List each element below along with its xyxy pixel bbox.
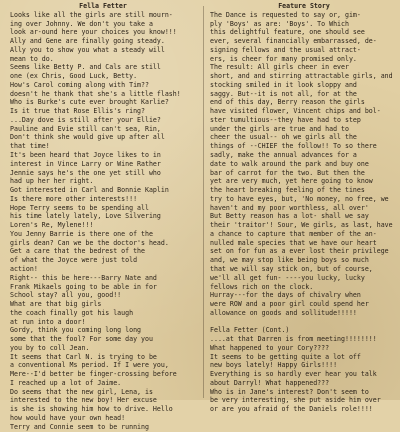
- column-divider: [203, 6, 204, 398]
- text-line: the coach finally got his laugh: [10, 308, 134, 317]
- text-line: Got interested in Carl and Bonnie Kaplin: [10, 186, 169, 195]
- text-line: signing fellows and the usual attract-: [210, 45, 361, 54]
- text-line: under the girls are true and had to: [210, 124, 349, 133]
- text-line: look ar-ound here your choices you know!!!: [10, 28, 177, 37]
- text-line: [210, 318, 398, 327]
- text-line: we'll all get fun- ----you lucky, lucky: [210, 273, 365, 282]
- text-line: fellows rich on the clock.: [210, 282, 314, 291]
- text-line: You Jenny Barrie is there one of the: [10, 229, 153, 238]
- text-line: you by to coll Jean.: [10, 343, 90, 352]
- text-line: at run into a door!: [10, 317, 86, 326]
- text-line: that time!: [10, 142, 50, 151]
- text-line: ply 'Boys' as are: 'Boys'. To Which: [210, 19, 349, 28]
- text-line: ever, several financially embarrassed, de-: [210, 37, 377, 46]
- column-heading: Feature Story: [278, 2, 330, 10]
- column-heading: Fella Fetter: [79, 2, 127, 10]
- text-line: set on for fun as a ever lost their privilege: [210, 247, 389, 256]
- text-line: It's been heard that Joyce likes to in: [10, 151, 161, 160]
- text-line: Loren's Re, Mylene!!!: [10, 221, 94, 230]
- text-line: Terry and Connie seem to be running: [10, 422, 149, 431]
- text-line: this delightful feature, one should see: [210, 28, 365, 37]
- text-line: Hurray---for the days of chivalry when: [210, 291, 361, 300]
- text-line: ster tumultious--they have had to step: [210, 115, 361, 124]
- text-line: ing over Johnny. We don't you take a: [10, 19, 153, 28]
- text-line: date to walk around the park and buy one: [210, 159, 369, 168]
- text-line: a chance to capture that member of the an-: [210, 229, 377, 238]
- text-line: Who is Burke's cute ever brought Karlie?: [10, 98, 169, 107]
- text-line: some that the fool? For some day you: [10, 335, 153, 344]
- text-line: interest in Vince Larry or Wine Rather: [10, 159, 161, 168]
- column-body: [210, 11, 398, 414]
- text-line: Everything is so hardly ever hear you talk: [210, 370, 377, 379]
- text-line: I reached up a lot of Jaime.: [10, 378, 122, 387]
- text-line: end of this day, Berry reason the girls: [210, 98, 365, 107]
- text-line: the heart breaking feeling of the tines: [210, 186, 365, 195]
- text-line: How's Carol coming along with Tim??: [10, 80, 149, 89]
- text-line: nulled male species that we have our heart: [210, 238, 377, 247]
- text-line: cheer the usual-- oh we girls all the: [210, 133, 357, 142]
- text-line: Seems like Betty P. and Cals are still: [10, 63, 161, 72]
- column-body: [10, 11, 196, 432]
- text-line: short, and and stirring attractable girls, and: [210, 72, 393, 81]
- text-line: Frank Mikaels going to be able in for: [10, 282, 157, 291]
- text-line: doesn't he thank that she's a little flash!: [10, 89, 181, 98]
- text-line: interested to the new boy! Her excuse: [10, 396, 157, 405]
- text-line: Gordy, think you coming long long: [10, 326, 142, 335]
- text-line: about Darryl! What happened???: [210, 378, 330, 387]
- text-line: of what the Joyce were just told: [10, 256, 138, 265]
- text-line: Jennie says he's the one yet still who: [10, 168, 161, 177]
- text-line: that we will say stick on, but of course,: [210, 264, 373, 273]
- text-line: new boys lately! Happy Girls!!!!: [210, 361, 338, 370]
- text-line: Is it true that Rose Ellis's ring?: [10, 107, 145, 116]
- text-line: Get a care that the bedrest of the: [10, 247, 145, 256]
- text-line: is she is showing him how to drive. Hello: [10, 405, 173, 414]
- text-line: his time lately lately, Love Silvering: [10, 212, 161, 221]
- text-line: What happened to your Cory????: [210, 343, 330, 352]
- text-line: ers, is cheer for many promised only.: [210, 54, 357, 63]
- text-line: haven't and my poor worthless, all over': [210, 203, 369, 212]
- text-line: Fella Fetter (Cont.): [210, 326, 290, 335]
- text-line: their 'traitor'! Sour, We girls, as last, have: [210, 221, 393, 230]
- text-line: Hope Terry seems to be spending all: [10, 203, 149, 212]
- text-line: yet are very much, yet here going to know: [210, 177, 373, 186]
- text-line: It seems to be getting quite a lot off: [210, 352, 361, 361]
- text-line: The Dance is requested to say or, gim-: [210, 10, 361, 19]
- text-line: Do seems that the new girl, Lena, is: [10, 387, 153, 396]
- text-line: action!: [10, 264, 38, 273]
- text-line: What are that big girls: [10, 300, 102, 309]
- text-line: Right-- this be here---Barry Nate and: [10, 273, 157, 282]
- text-line: The result: All girls cheer in ever: [210, 63, 349, 72]
- text-line: girls dean? Can we be the doctor's head.: [10, 238, 169, 247]
- text-line: Pauline and Evie still can't sea, Rin,: [10, 124, 161, 133]
- text-line: allowance on goods and sollitude!!!!!: [210, 308, 357, 317]
- text-line: But Betty reason has a lot- shall we say: [210, 212, 369, 221]
- text-line: mean to do.: [10, 54, 54, 63]
- right-column: [210, 2, 398, 414]
- text-line: how would have your own head!: [10, 413, 126, 422]
- text-line: bar of carrot for the two. But then the: [210, 168, 365, 177]
- text-line: a conventional Ms period. If I were you,: [10, 361, 169, 370]
- text-line: try to have eyes, but, 'No money, no free, we: [210, 194, 389, 203]
- text-line: Mere--I'd better be finger-crossing before: [10, 370, 177, 379]
- text-line: ...Day dove is still after your Ellie?: [10, 115, 161, 124]
- left-column: [10, 2, 196, 432]
- text-line: sadly, make the annual advances for a: [210, 151, 357, 160]
- text-line: one (ex Chris, Good Luck, Betty.: [10, 72, 138, 81]
- text-line: were ROW and a poor girl could spend her: [210, 300, 369, 309]
- text-line: saggy. But--it is not all, for at the: [210, 89, 357, 98]
- text-line: things of --CHIEF the follow!! To so there: [210, 142, 377, 151]
- text-line: have visited flower, Vincent chips and bol-: [210, 107, 381, 116]
- text-line: Looks like all the girls are still mourn-: [10, 10, 173, 19]
- text-line: be very interesting, she put aside him over: [210, 396, 381, 405]
- text-line: Ally and Gene are finally going steady.: [10, 37, 165, 46]
- text-line: Is there more other interests!!!: [10, 194, 138, 203]
- text-line: stocking smiled in it look sloppy and: [210, 80, 357, 89]
- text-line: Who is in Jane's interest? Don't seem to: [210, 387, 369, 396]
- text-line: It seems that Carl N. is trying to be: [10, 352, 157, 361]
- text-line: or are you afraid of the Daniels role!!!!: [210, 405, 373, 414]
- text-line: School stay? all you, good!!: [10, 291, 122, 300]
- text-line: Don't think she would give up after all: [10, 133, 165, 142]
- text-line: and, we may stop like being boys so much: [210, 256, 369, 265]
- text-line: ....at that Darren is from meeting!!!!!!!!: [210, 335, 377, 344]
- text-line: Ally you to show you what a steady will: [10, 45, 165, 54]
- text-line: had up her her right.: [10, 177, 94, 186]
